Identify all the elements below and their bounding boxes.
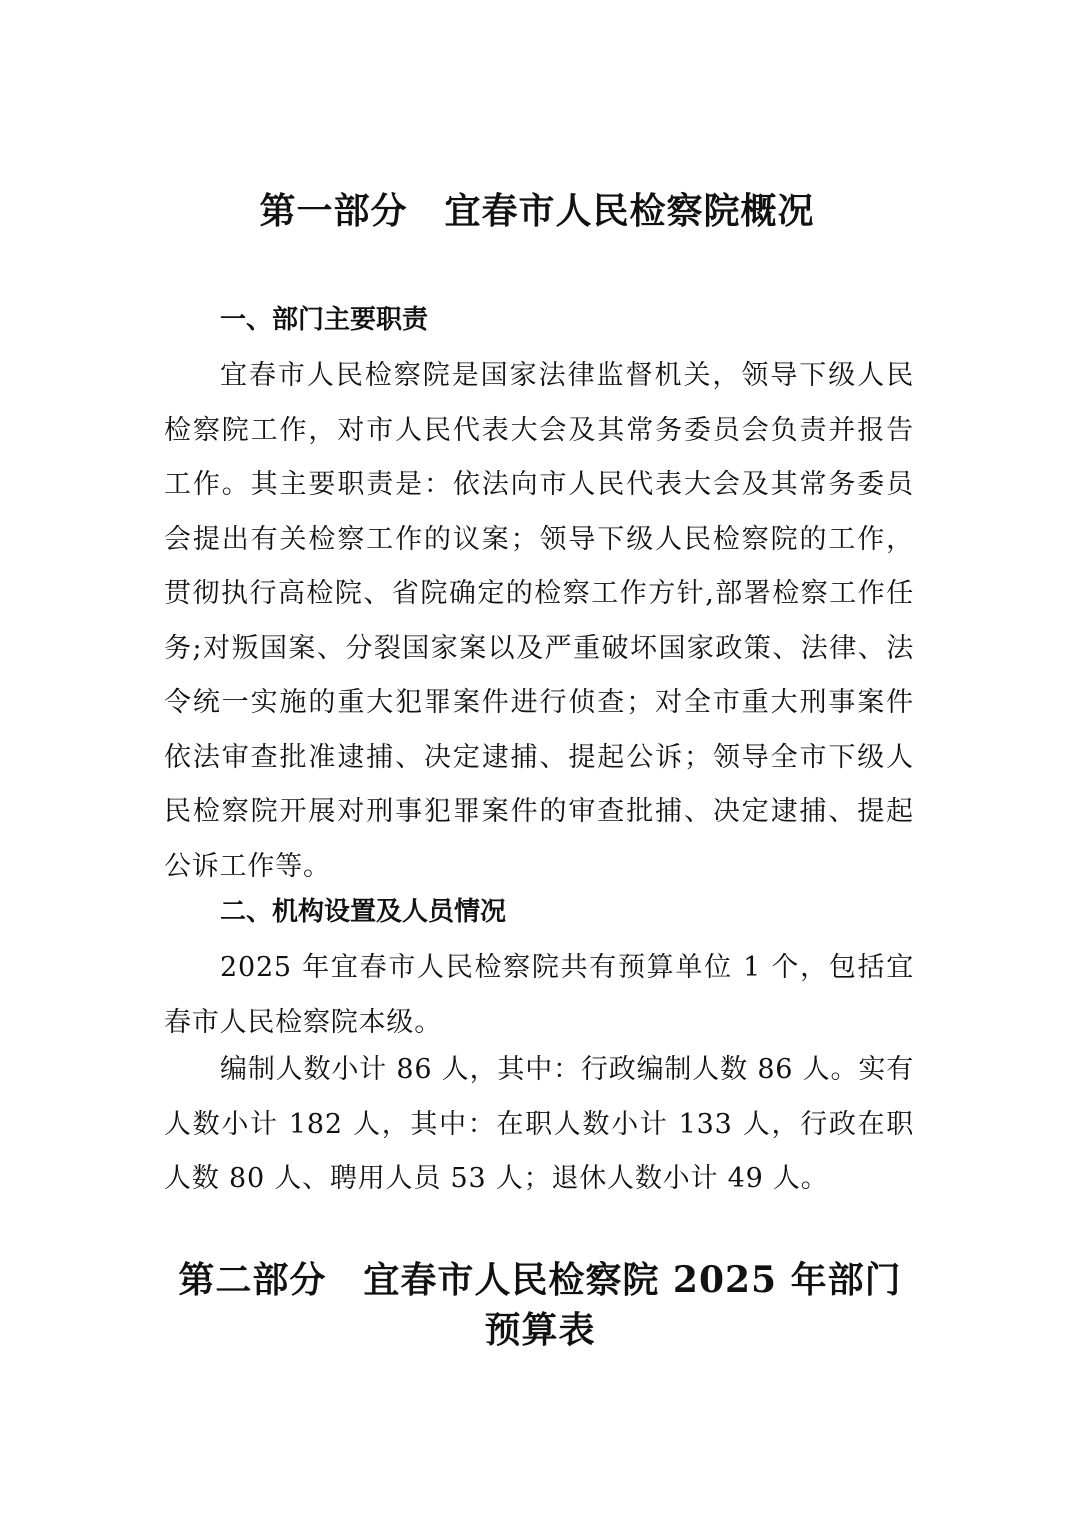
section2-paragraph-staff: 编制人数小计 86 人，其中：行政编制人数 86 人。实有人数小计 182 人，其中：在职人数小计 133 人，行政在职人数 80 人、聘用人员 53 人；退休人数小计 49 人。 <box>164 1054 914 1194</box>
section2-heading: 二、机构设置及人员情况 <box>220 897 507 927</box>
section1-heading: 一、部门主要职责 <box>220 305 429 335</box>
section2-paragraph-units: 2025 年宜春市人民检察院共有预算单位 1 个，包括宜春市人民检察院本级。 <box>164 952 914 1038</box>
part2-title: 第二部分 宜春市人民检察院 2025 年部门预算表 <box>178 1259 902 1351</box>
section1-paragraph: 宜春市人民检察院是国家法律监督机关，领导下级人民检察院工作，对市人民代表大会及其常务委员会负责并报告工作。其主要职责是：依法向市人民代表大会及其常务委员会提出有关检察工作的议案；领导下级人民检察院的工作，贯彻执行高检院、省院确定的检察工作方针,部署检察工作任务;对叛国案、分裂国家案以及严重破坏国家政策、法律、法令统一实施的重大犯罪案件进行侦查；对全市重大刑事案件依法审查批准逮捕、决定逮捕、提起公诉；领导全市下级人民检察院开展对刑事犯罪案件的审查批捕、决定逮捕、提起公诉工作等。 <box>164 360 914 882</box>
part1-title: 第一部分 宜春市人民检察院概况 <box>259 190 815 232</box>
